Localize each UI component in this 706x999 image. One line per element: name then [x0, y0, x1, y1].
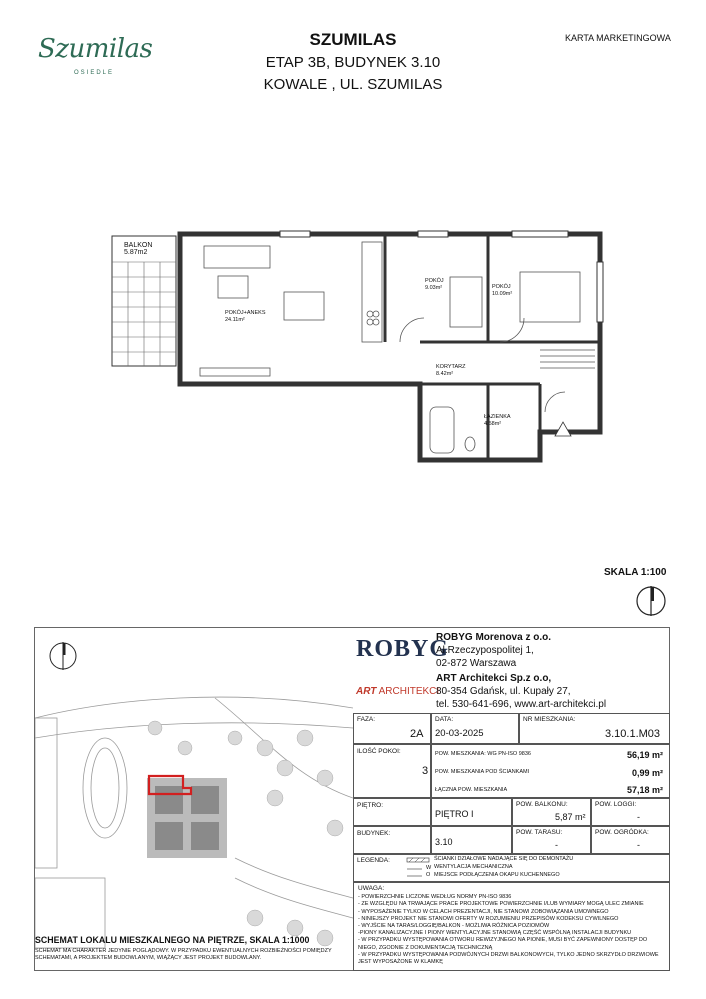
ogrodek-cell: POW. OGRÓDKA: -: [591, 826, 670, 854]
nr-cell: NR MIESZKANIA: 3.10.1.M03: [519, 713, 670, 744]
legend-item-1: ŚCIANKI DZIAŁOWE NADAJĄCE SIĘ DO DEMONTAŻU: [434, 856, 574, 862]
project-stage: ETAP 3B, BUDYNEK 3.10: [265, 54, 441, 71]
art-contact: tel. 530-641-696, www.art-architekci.pl: [436, 699, 607, 710]
living-room-label: POKÓJ+ANEKS 24.11m²: [225, 310, 266, 323]
faza-cell: FAZA: 2A: [353, 713, 431, 744]
corridor-label: KORYTARZ 8.42m²: [436, 364, 466, 377]
building-value: 3.10: [435, 837, 453, 847]
legend-mark-o: O: [426, 872, 431, 878]
loggia-value: -: [637, 812, 640, 822]
robyg-name: ROBYG Morenova z o.o.: [436, 632, 552, 643]
note-item: - W PRZYPADKU WYSTĘPOWANIA OTWORU REWIZYJNEGO NA PIONIE, MUSI BYĆ ZAPEWNIONY DOSTĘP DO NIEGO, ZGODNIE Z DOKUMENTACJĄ TECHNICZNĄ: [358, 937, 648, 951]
robyg-logo: ROBYG: [356, 636, 450, 662]
note-item: - NINIEJSZY PROJEKT NIE STANOWI OFERTY W ROZUMIENIU PRZEPISÓW KODEKSU CYWILNEGO: [358, 915, 619, 922]
date-value: 20-03-2025: [435, 728, 484, 739]
brand-logo: [30, 30, 153, 90]
note-item: - POWIERZCHNIE LICZONE WEDŁUG NORMY PN-ISO 9836: [358, 894, 512, 901]
apartment-number: 3.10.1.M03: [605, 728, 661, 740]
legend-mark-w: W: [426, 865, 432, 871]
robyg-address1: Al.Rzeczypospolitej 1,: [436, 645, 534, 656]
marketing-card-label: KARTA MARKETINGOWA: [565, 33, 671, 43]
taras-cell: POW. TARASU: -: [512, 826, 591, 854]
note-item: - WYPOSAŻENIE TYLKO W CELACH PREZENTACJI, NIE STANOWI ZOBOWIĄZANIA UMOWNEGO: [358, 908, 609, 915]
ilosc-cell: ILOŚĆ POKOI: 3: [353, 744, 431, 798]
pietro-value-cell: [431, 798, 512, 826]
balkon-cell: POW. BALKONU: 5,87 m²: [512, 798, 591, 826]
loggi-cell: POW. LOGGI: -: [591, 798, 670, 826]
floor-plan: [100, 222, 610, 467]
room2-label: POKÓJ 10.09m²: [492, 284, 513, 297]
note-item: - W PRZYPADKU WYSTĘPOWANIA PODWÓJNYCH DRZWI BALKONOWYCH, TYLKO JEDNO SKRZYDŁO DRZWIOWE JEST WYPOSAŻONE W KLAMKĘ: [358, 951, 659, 966]
budynek-value-cell: [431, 826, 512, 854]
logo-text: Szumilas: [38, 34, 153, 64]
walls-area-value: 0,99 m²: [631, 768, 663, 778]
faza-value: 2A: [410, 728, 424, 740]
pietro-cell: PIĘTRO:: [353, 798, 431, 826]
room1-label: POKÓJ 9.03m²: [425, 278, 444, 291]
budynek-cell: BUDYNEK:: [353, 826, 431, 854]
schemat-title: SCHEMAT LOKALU MIESZKALNEGO NA PIĘTRZE, SKALA 1:1000: [35, 935, 310, 945]
schemat-disclaimer: SCHEMAT MA CHARAKTER JEDYNIE POGLĄDOWY. W PRZYPADKU EWENTUALNYCH ROZBIEŻNOŚCI POMIĘDZY SCHEMATAMI, A PROJEKTEM BUDOWLANYM, WIĄŻĄCY JEST PROJEKT BUDOWLANY.: [35, 948, 332, 961]
art-address: 80-354 Gdańsk, ul. Kupały 27,: [436, 686, 571, 697]
legend-item-2: WENTYLACJA MECHANICZNA: [434, 864, 513, 870]
scale-label: SKALA 1:100: [604, 567, 667, 578]
area-cell: POW. MIESZKANIA: WG PN-ISO 9836 56,19 m² POW. MIESZKANIA POD ŚCIANKAMI 0,99 m² ŁĄCZNA POW. MIESZKANIA 57,18 m²: [431, 744, 670, 798]
legend-box: [353, 854, 670, 882]
logo-subtext: OSIEDLE: [74, 70, 115, 76]
floor-value: PIĘTRO I: [435, 809, 474, 819]
robyg-info: [436, 631, 551, 670]
rooms-value: 3: [422, 765, 429, 777]
robyg-address2: 02-872 Warszawa: [436, 658, 517, 669]
project-title: SZUMILAS: [309, 30, 397, 49]
art-logo-mark: ART: [356, 686, 377, 697]
legend-item-3: MIEJSCE PODŁĄCZENIA OKAPU KUCHENNEGO: [434, 872, 560, 878]
art-logo: [356, 686, 439, 697]
note-item: - ZE WZGLĘDU NA TRWAJĄCE PRACE PROJEKTOWE POWIERZCHNIE I/LUB WYMIARY MOGĄ ULEC ZMIANIE: [358, 901, 644, 908]
data-cell: DATA: 20-03-2025: [431, 713, 519, 744]
bathroom-label: ŁAZIENKA 4.58m²: [484, 414, 511, 427]
art-info: [436, 672, 606, 711]
balcony-label: BALKON 5.87m2: [124, 242, 153, 256]
project-address: KOWALE , UL. SZUMILAS: [263, 76, 443, 93]
notes-title: UWAGA:: [358, 885, 385, 892]
garden-value: -: [637, 840, 640, 850]
area-value: 56,19 m²: [626, 750, 663, 760]
art-name: ART Architekci Sp.z o.o,: [436, 673, 552, 684]
art-logo-text: ARCHITEKCI: [378, 686, 440, 697]
balcony-value: 5,87 m²: [555, 812, 586, 822]
note-item: - WYJŚCIE NA TARAS/LOGGIĘ/BALKON - MOŻLIWA RÓŻNICA POZIOMÓW: [358, 923, 550, 930]
notes-box: [353, 882, 670, 971]
north-arrow-icon: [634, 584, 668, 618]
note-item: -PIONY KANALIZACYJNE I PIONY WENTYLACYJNE STANOWIĄ CZĘŚĆ WSPÓLNĄ INSTALACJI BUDYNKU: [358, 930, 632, 937]
total-area-value: 57,18 m²: [626, 785, 663, 795]
legend-title: LEGENDA:: [357, 857, 390, 864]
terrace-value: -: [555, 840, 558, 850]
site-map: [35, 628, 353, 958]
